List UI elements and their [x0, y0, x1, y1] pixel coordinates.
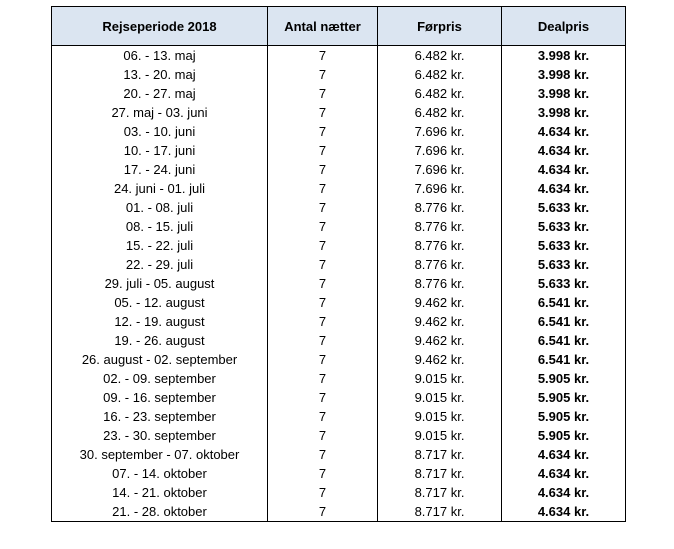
cell-deal-price: 4.634 kr. — [502, 141, 626, 160]
cell-deal-price: 4.634 kr. — [502, 122, 626, 141]
cell-nights: 7 — [268, 179, 378, 198]
cell-period: 14. - 21. oktober — [52, 483, 268, 502]
header-period: Rejseperiode 2018 — [52, 7, 268, 46]
cell-deal-price: 5.633 kr. — [502, 198, 626, 217]
cell-before-price: 8.776 kr. — [378, 217, 502, 236]
table-row — [52, 179, 626, 198]
cell-period: 16. - 23. september — [52, 407, 268, 426]
cell-nights: 7 — [268, 369, 378, 388]
cell-before-price: 9.015 kr. — [378, 407, 502, 426]
cell-nights: 7 — [268, 103, 378, 122]
table-row — [52, 198, 626, 217]
table-header — [52, 7, 626, 46]
cell-nights: 7 — [268, 65, 378, 84]
table-row — [52, 274, 626, 293]
cell-deal-price: 4.634 kr. — [502, 445, 626, 464]
cell-period: 09. - 16. september — [52, 388, 268, 407]
cell-deal-price: 4.634 kr. — [502, 502, 626, 522]
cell-deal-price: 5.633 kr. — [502, 236, 626, 255]
header-deal-price: Dealpris — [502, 7, 626, 46]
cell-nights: 7 — [268, 217, 378, 236]
price-table — [51, 6, 626, 522]
table-row — [52, 84, 626, 103]
table-row — [52, 103, 626, 122]
cell-period: 10. - 17. juni — [52, 141, 268, 160]
cell-deal-price: 4.634 kr. — [502, 179, 626, 198]
cell-nights: 7 — [268, 483, 378, 502]
cell-deal-price: 5.905 kr. — [502, 426, 626, 445]
cell-period: 06. - 13. maj — [52, 46, 268, 66]
cell-nights: 7 — [268, 407, 378, 426]
table-row — [52, 293, 626, 312]
cell-deal-price: 4.634 kr. — [502, 483, 626, 502]
cell-before-price: 7.696 kr. — [378, 122, 502, 141]
table-row — [52, 426, 626, 445]
cell-nights: 7 — [268, 255, 378, 274]
cell-before-price: 8.776 kr. — [378, 274, 502, 293]
cell-before-price: 9.015 kr. — [378, 369, 502, 388]
cell-deal-price: 6.541 kr. — [502, 293, 626, 312]
cell-period: 03. - 10. juni — [52, 122, 268, 141]
cell-before-price: 9.462 kr. — [378, 331, 502, 350]
cell-period: 05. - 12. august — [52, 293, 268, 312]
cell-before-price: 9.462 kr. — [378, 350, 502, 369]
table-row — [52, 388, 626, 407]
table-row — [52, 407, 626, 426]
table-row — [52, 236, 626, 255]
cell-nights: 7 — [268, 160, 378, 179]
cell-before-price: 8.776 kr. — [378, 198, 502, 217]
table-row — [52, 141, 626, 160]
cell-before-price: 8.717 kr. — [378, 502, 502, 522]
cell-nights: 7 — [268, 293, 378, 312]
cell-before-price: 6.482 kr. — [378, 103, 502, 122]
header-before-price: Førpris — [378, 7, 502, 46]
cell-period: 26. august - 02. september — [52, 350, 268, 369]
cell-deal-price: 5.633 kr. — [502, 217, 626, 236]
cell-period: 23. - 30. september — [52, 426, 268, 445]
cell-before-price: 8.717 kr. — [378, 483, 502, 502]
cell-before-price: 8.776 kr. — [378, 255, 502, 274]
table-row — [52, 65, 626, 84]
cell-deal-price: 3.998 kr. — [502, 84, 626, 103]
table-row — [52, 46, 626, 66]
table-row — [52, 464, 626, 483]
cell-period: 08. - 15. juli — [52, 217, 268, 236]
table-row — [52, 483, 626, 502]
cell-period: 27. maj - 03. juni — [52, 103, 268, 122]
cell-nights: 7 — [268, 198, 378, 217]
cell-period: 01. - 08. juli — [52, 198, 268, 217]
cell-nights: 7 — [268, 312, 378, 331]
table-row — [52, 331, 626, 350]
cell-period: 12. - 19. august — [52, 312, 268, 331]
table-row — [52, 217, 626, 236]
cell-before-price: 8.717 kr. — [378, 445, 502, 464]
cell-period: 07. - 14. oktober — [52, 464, 268, 483]
cell-nights: 7 — [268, 502, 378, 522]
cell-period: 13. - 20. maj — [52, 65, 268, 84]
cell-period: 20. - 27. maj — [52, 84, 268, 103]
table-body — [52, 46, 626, 522]
cell-deal-price: 4.634 kr. — [502, 160, 626, 179]
cell-before-price: 6.482 kr. — [378, 84, 502, 103]
cell-period: 17. - 24. juni — [52, 160, 268, 179]
cell-nights: 7 — [268, 141, 378, 160]
table-row — [52, 122, 626, 141]
header-row — [52, 7, 626, 46]
cell-period: 24. juni - 01. juli — [52, 179, 268, 198]
cell-nights: 7 — [268, 331, 378, 350]
cell-nights: 7 — [268, 445, 378, 464]
cell-deal-price: 5.633 kr. — [502, 255, 626, 274]
cell-period: 21. - 28. oktober — [52, 502, 268, 522]
cell-deal-price: 3.998 kr. — [502, 65, 626, 84]
header-nights: Antal nætter — [268, 7, 378, 46]
cell-nights: 7 — [268, 236, 378, 255]
cell-period: 22. - 29. juli — [52, 255, 268, 274]
cell-before-price: 7.696 kr. — [378, 160, 502, 179]
cell-deal-price: 6.541 kr. — [502, 312, 626, 331]
cell-nights: 7 — [268, 464, 378, 483]
cell-deal-price: 5.905 kr. — [502, 388, 626, 407]
cell-before-price: 7.696 kr. — [378, 141, 502, 160]
cell-before-price: 6.482 kr. — [378, 46, 502, 66]
cell-nights: 7 — [268, 84, 378, 103]
cell-deal-price: 4.634 kr. — [502, 464, 626, 483]
cell-nights: 7 — [268, 46, 378, 66]
table-row — [52, 502, 626, 522]
table-row — [52, 312, 626, 331]
table-row — [52, 369, 626, 388]
cell-before-price: 6.482 kr. — [378, 65, 502, 84]
cell-before-price: 9.462 kr. — [378, 312, 502, 331]
cell-before-price: 9.015 kr. — [378, 388, 502, 407]
cell-deal-price: 3.998 kr. — [502, 103, 626, 122]
cell-before-price: 8.776 kr. — [378, 236, 502, 255]
cell-nights: 7 — [268, 426, 378, 445]
cell-nights: 7 — [268, 388, 378, 407]
table-row — [52, 160, 626, 179]
table-row — [52, 350, 626, 369]
cell-deal-price: 3.998 kr. — [502, 46, 626, 66]
cell-deal-price: 5.905 kr. — [502, 369, 626, 388]
cell-deal-price: 6.541 kr. — [502, 331, 626, 350]
cell-period: 29. juli - 05. august — [52, 274, 268, 293]
cell-period: 15. - 22. juli — [52, 236, 268, 255]
cell-deal-price: 5.905 kr. — [502, 407, 626, 426]
cell-nights: 7 — [268, 122, 378, 141]
cell-before-price: 8.717 kr. — [378, 464, 502, 483]
cell-deal-price: 5.633 kr. — [502, 274, 626, 293]
cell-before-price: 9.462 kr. — [378, 293, 502, 312]
cell-before-price: 7.696 kr. — [378, 179, 502, 198]
cell-period: 02. - 09. september — [52, 369, 268, 388]
cell-nights: 7 — [268, 350, 378, 369]
table-row — [52, 445, 626, 464]
cell-before-price: 9.015 kr. — [378, 426, 502, 445]
cell-nights: 7 — [268, 274, 378, 293]
cell-deal-price: 6.541 kr. — [502, 350, 626, 369]
cell-period: 30. september - 07. oktober — [52, 445, 268, 464]
table-row — [52, 255, 626, 274]
cell-period: 19. - 26. august — [52, 331, 268, 350]
